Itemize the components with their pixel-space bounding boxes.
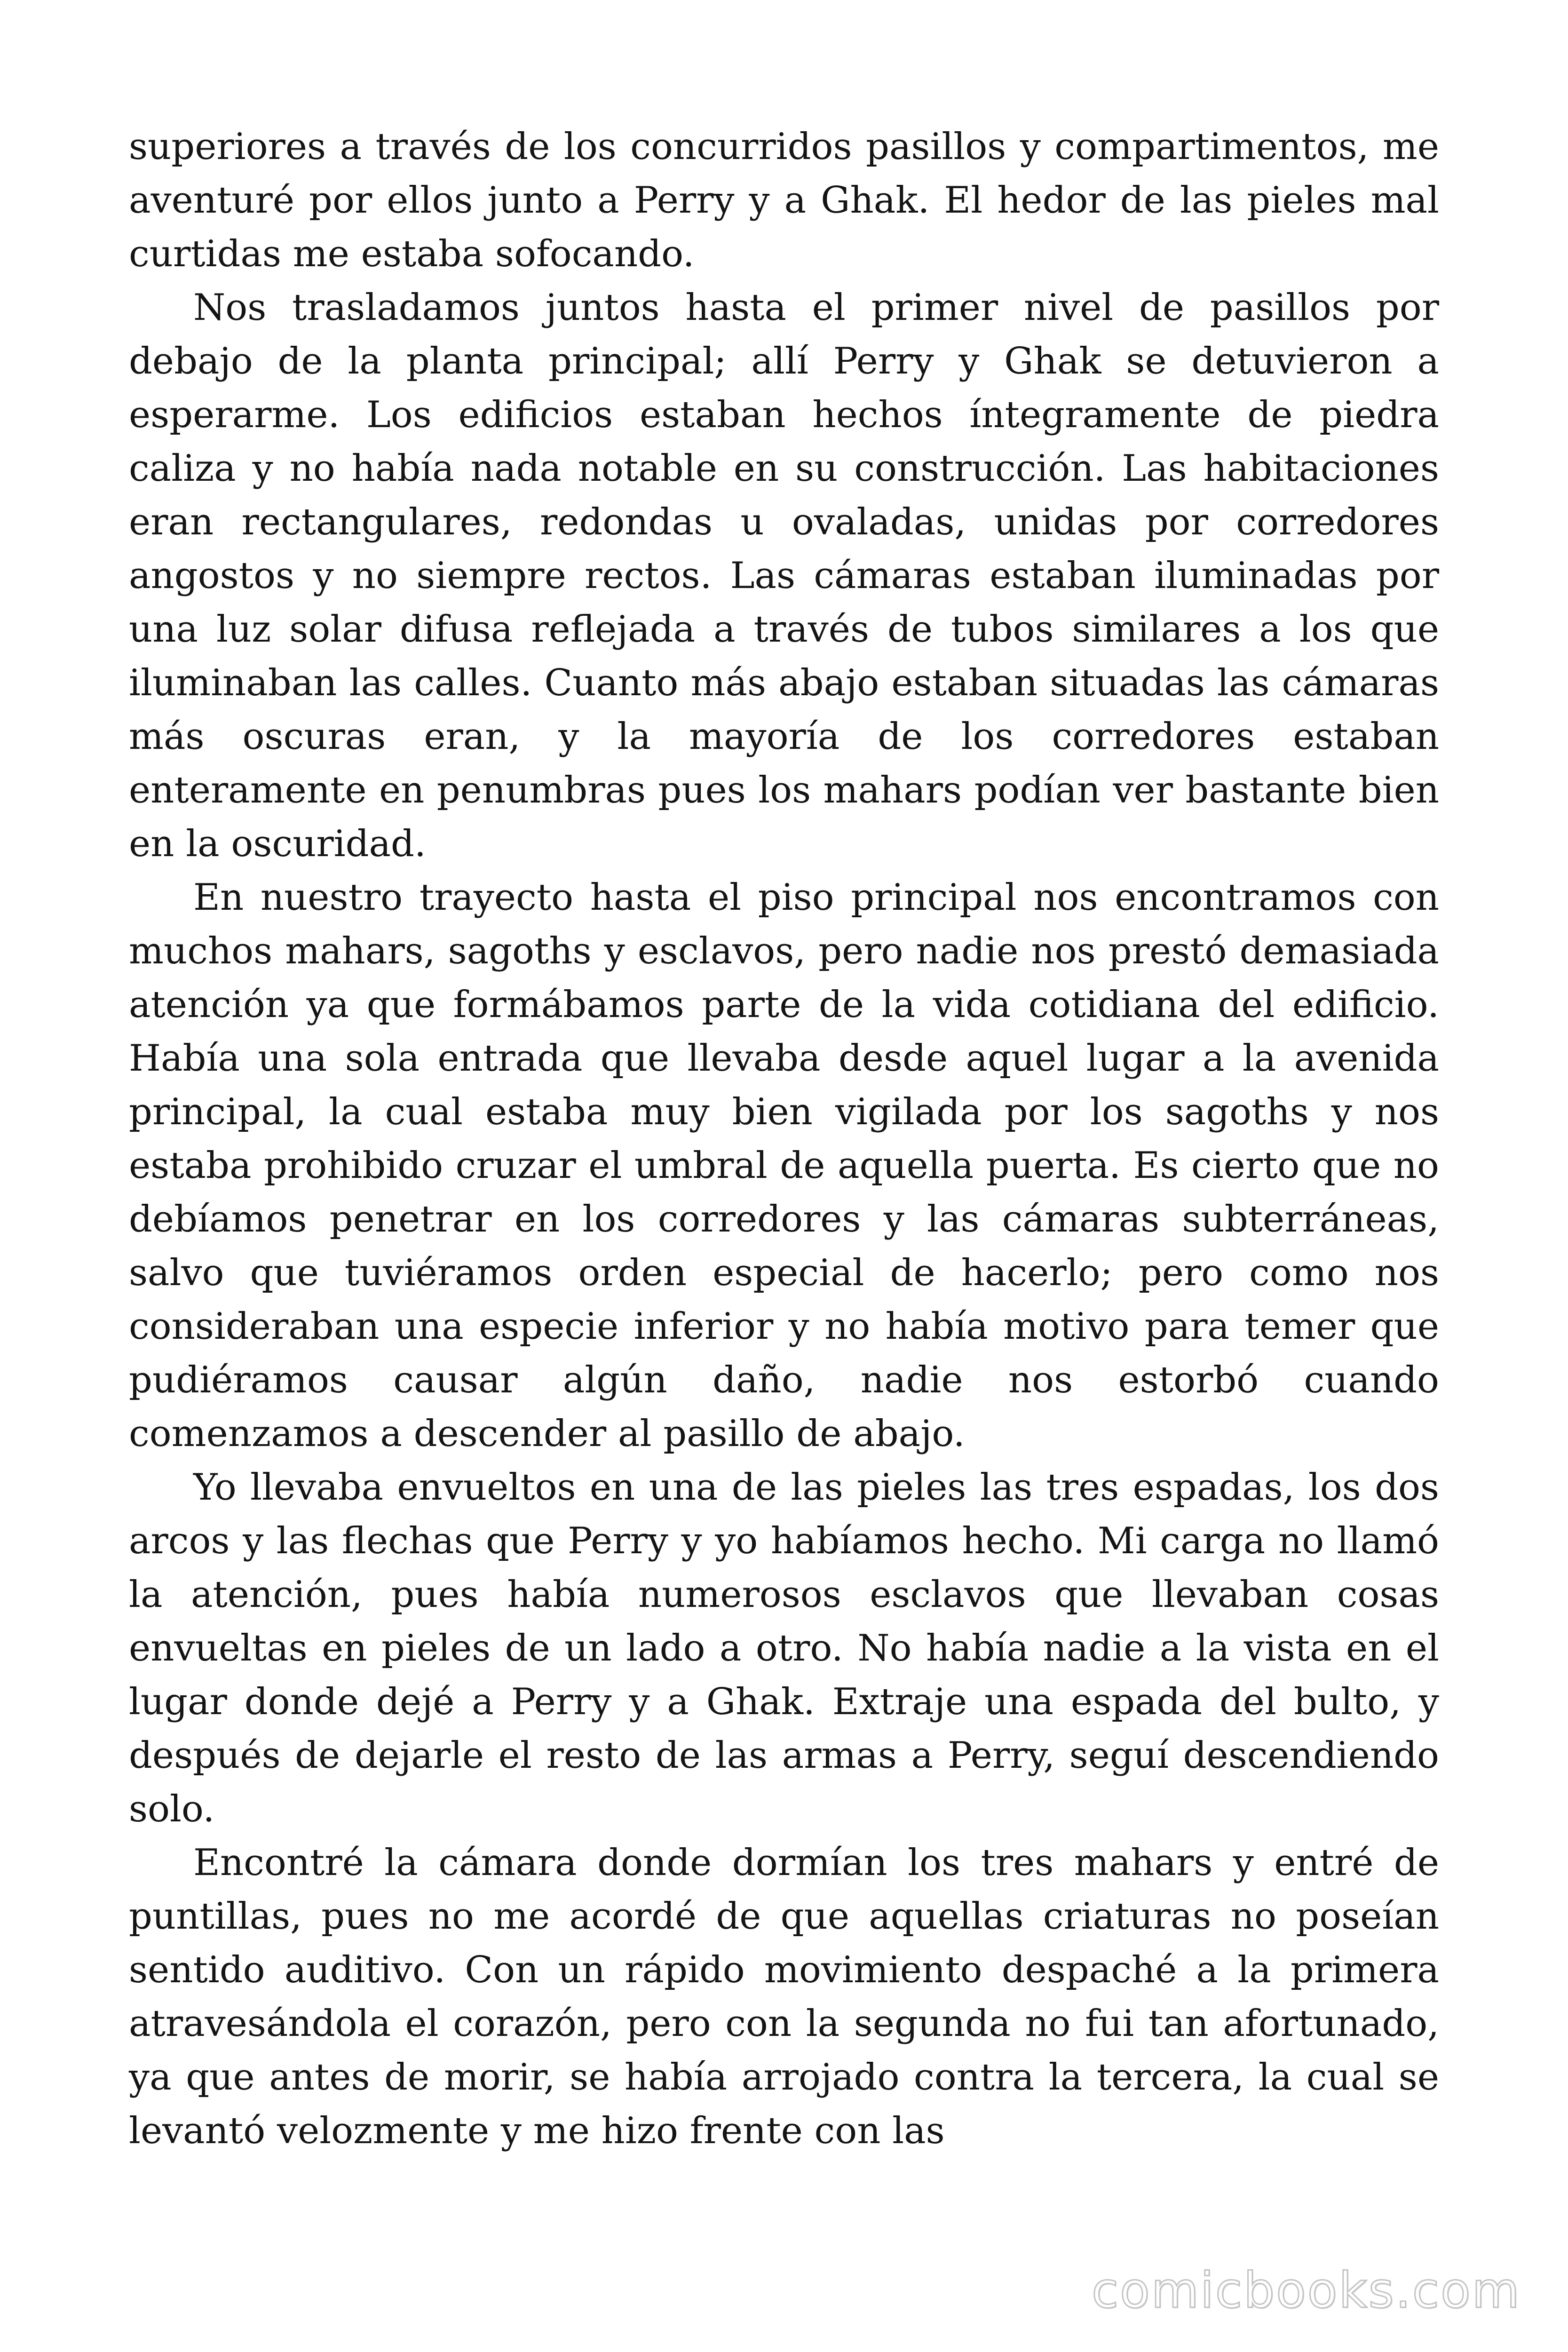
paragraph-4: Yo llevaba envueltos en una de las pieles las tres espadas, los dos arcos y las flechas que Perry y yo habíamos hecho. Mi carga no llamó la atención, pues había numerosos esclavos que llevaban cosas envueltas en pieles de un lado a otro. No había nadie a la vista en el lugar donde dejé a Perry y a Ghak. Extraje una espada del bulto, y después de dejarle el resto de las armas a Perry, seguí descendiendo solo. (129, 1466, 1439, 1830)
paragraph-1: superiores a través de los concurridos pasillos y compartimentos, me aventuré por ellos junto a Perry y a Ghak. El hedor de las pieles mal curtidas me estaba sofocando. (129, 126, 1439, 275)
book-page-text (129, 120, 1439, 2158)
site-watermark: comicbooks.com (1091, 2262, 1521, 2319)
paragraph-3: En nuestro trayecto hasta el piso principal nos encontramos con muchos mahars, sagoths y esclavos, pero nadie nos prestó demasiada atención ya que formábamos parte de la vida cotidiana del edificio. Había una sola entrada que llevaba desde aquel lugar a la avenida principal, la cual estaba muy bien vigilada por los sagoths y nos estaba prohibido cruzar el umbral de aquella puerta. Es cierto que no debíamos penetrar en los corredores y las cámaras subterráneas, salvo que tuviéramos orden especial de hacerlo; pero como nos consideraban una especie inferior y no había motivo para temer que pudiéramos causar algún daño, nadie nos estorbó cuando comenzamos a descender al pasillo de abajo. (129, 876, 1439, 1455)
paragraph-2: Nos trasladamos juntos hasta el primer nivel de pasillos por debajo de la planta principal; allí Perry y Ghak se detuvieron a esperarme. Los edificios estaban hechos íntegramente de piedra caliza y no había nada notable en su construcción. Las habitaciones eran rectangulares, redondas u ovaladas, unidas por corredores angostos y no siempre rectos. Las cámaras estaban iluminadas por una luz solar difusa reflejada a través de tubos similares a los que iluminaban las calles. Cuanto más abajo estaban situadas las cámaras más oscuras eran, y la mayoría de los corredores estaban enteramente en penumbras pues los mahars podían ver bastante bien en la oscuridad. (129, 286, 1439, 865)
paragraph-5: Encontré la cámara donde dormían los tres mahars y entré de puntillas, pues no me acordé de que aquellas criaturas no poseían sentido auditivo. Con un rápido movimiento despaché a la primera atravesándola el corazón, pero con la segunda no fui tan afortunado, ya que antes de morir, se había arrojado contra la tercera, la cual se levantó velozmente y me hizo frente con las (129, 1842, 1439, 2152)
